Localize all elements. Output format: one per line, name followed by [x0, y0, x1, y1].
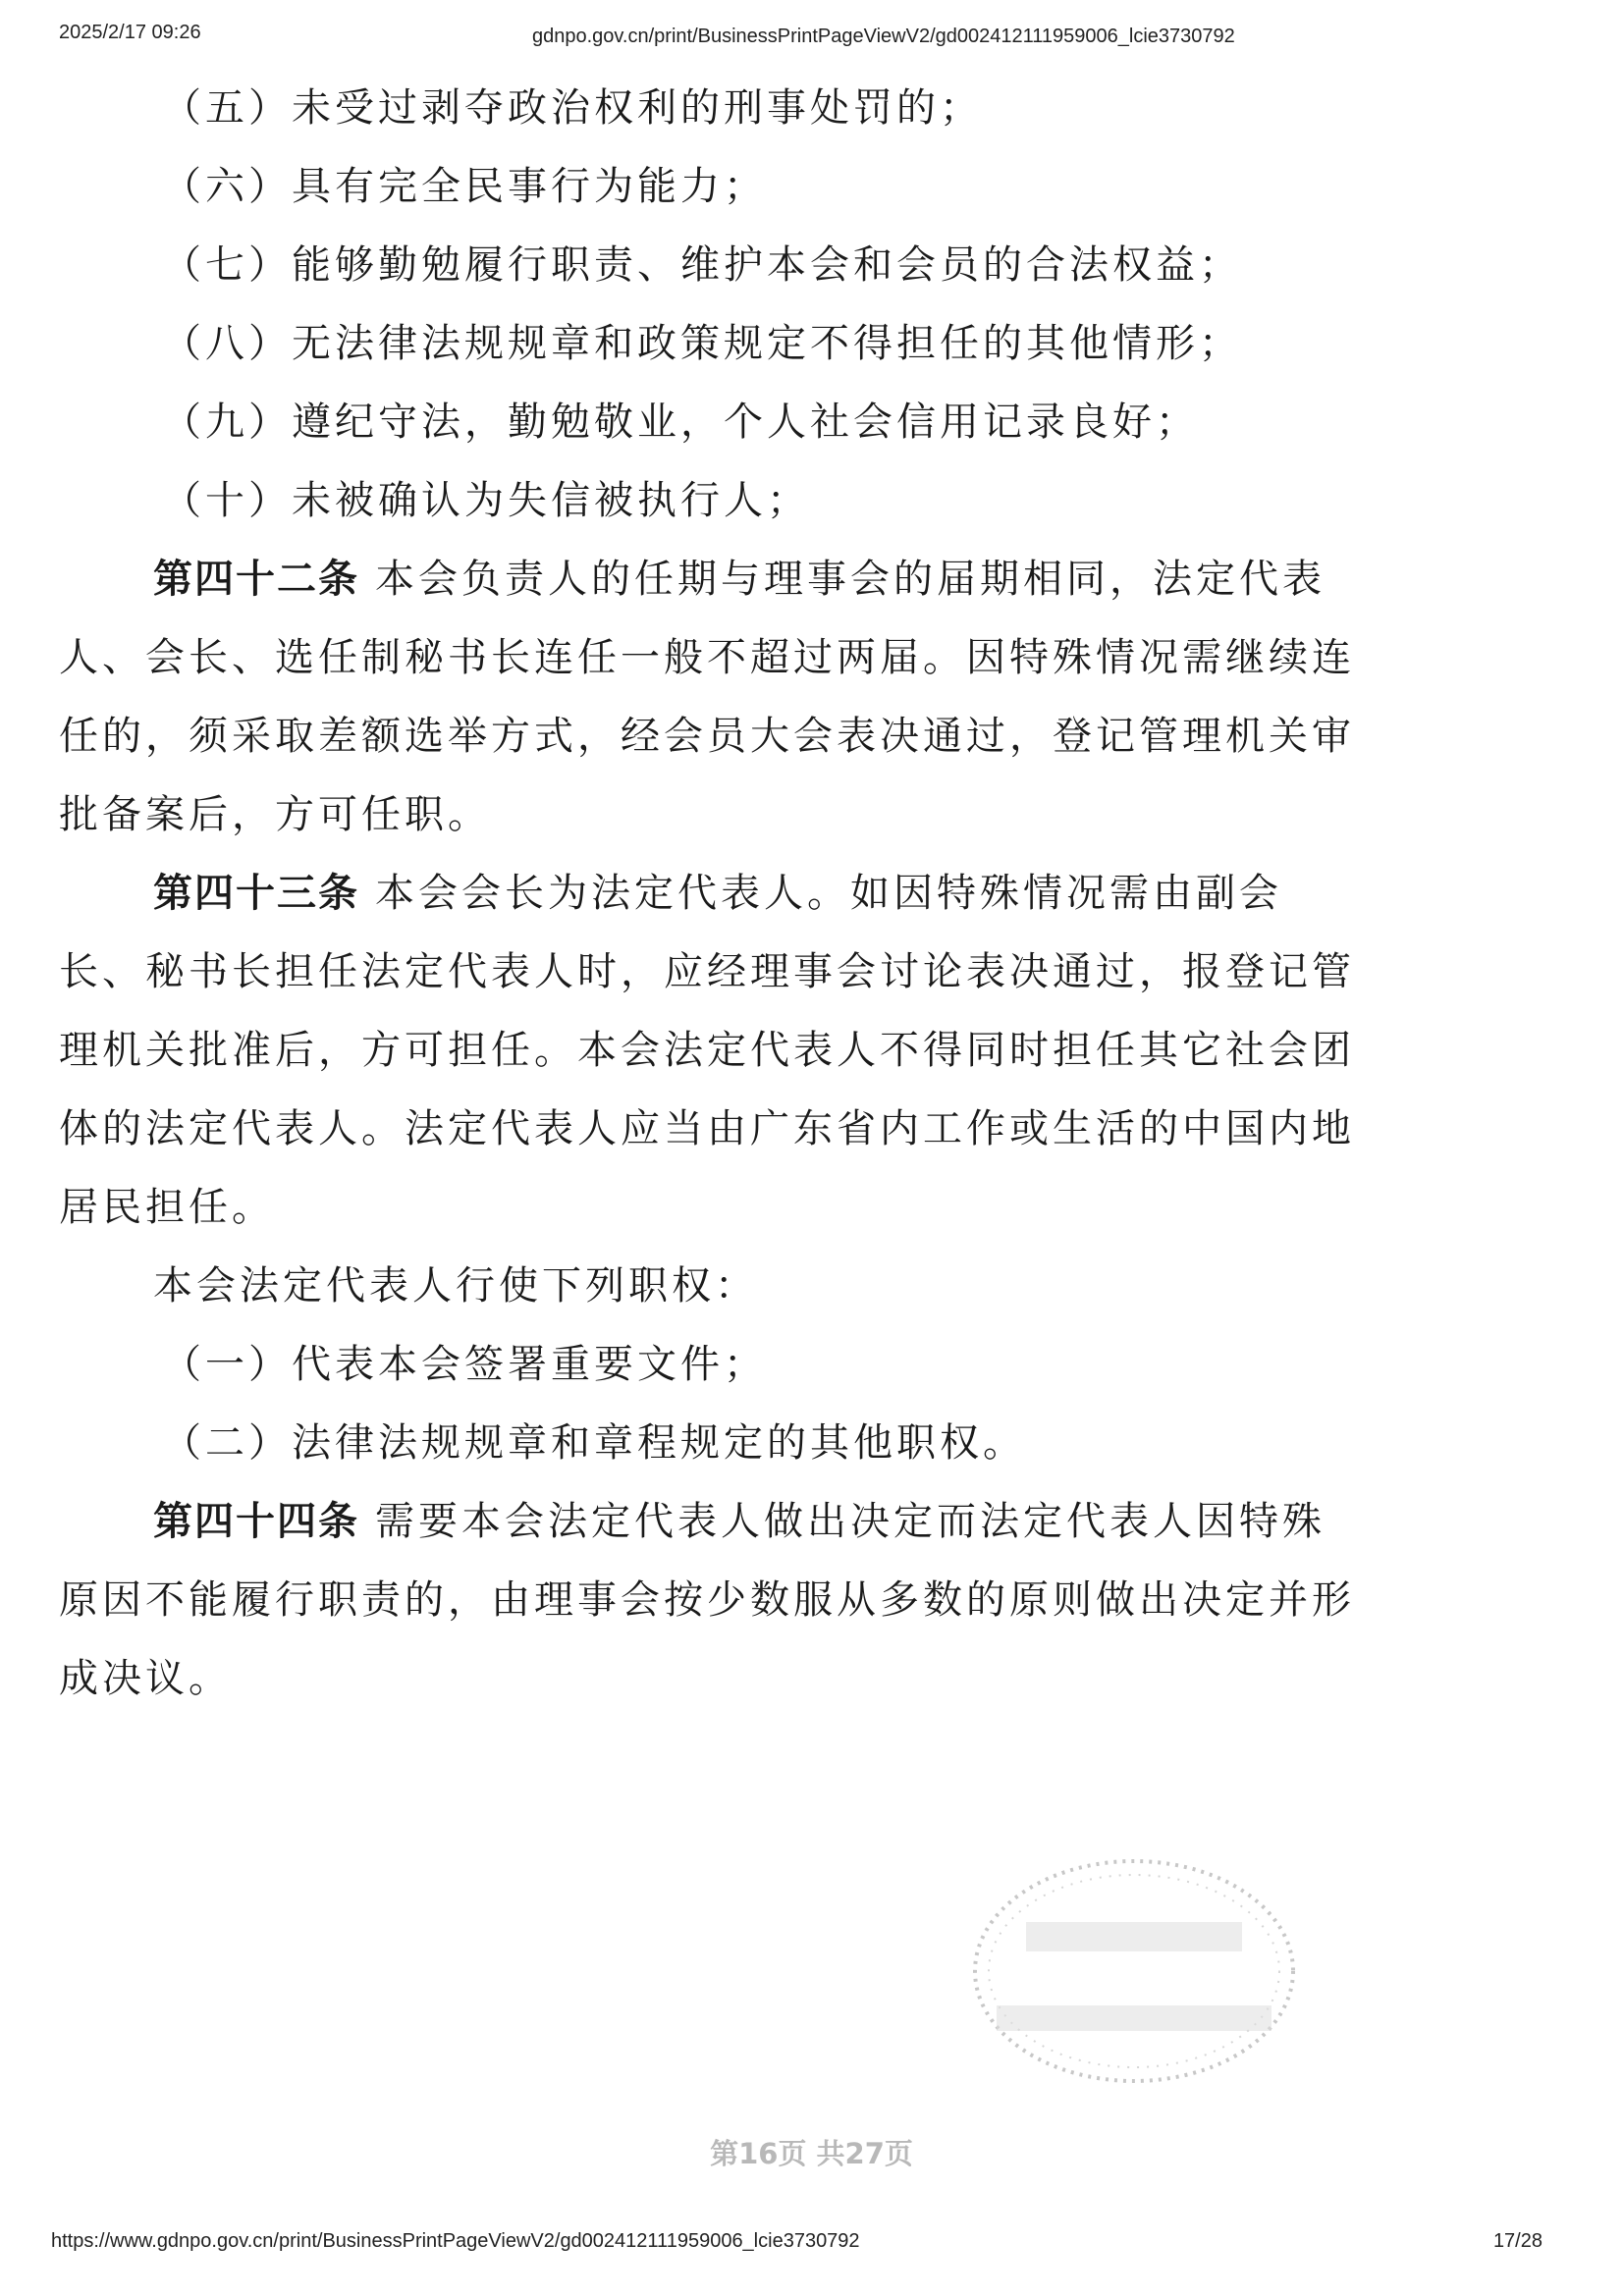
article-42-line: 批备案后，方可任职。 — [59, 792, 491, 837]
article-44-heading: 第四十四条 — [153, 1499, 359, 1544]
print-url: gdnpo.gov.cn/print/BusinessPrintPageViewV2/gd002412111959006_lcie3730792 — [532, 26, 1235, 47]
article-42-line — [59, 540, 1375, 618]
article-44-line: 成决议。 — [59, 1656, 232, 1701]
article-43-text: 本会会长为法定代表人。如因特殊情况需由副会 — [375, 871, 1282, 916]
article-42-line: 任的，须采取差额选举方式，经会员大会表决通过，登记管理机关审 — [59, 714, 1355, 759]
print-header — [59, 22, 1564, 51]
list-item: （九）遵纪守法，勤勉敬业，个人社会信用记录良好； — [162, 400, 1199, 445]
list-item: （八）无法律法规规章和政策规定不得担任的其他情形； — [162, 321, 1242, 366]
list-item: （十）未被确认为失信被执行人； — [162, 478, 810, 523]
powers-intro: 本会法定代表人行使下列职权： — [153, 1263, 758, 1308]
list-item: （六）具有完全民事行为能力； — [162, 164, 767, 209]
article-44-line: 原因不能履行职责的，由理事会按少数服从多数的原则做出决定并形 — [59, 1577, 1355, 1623]
list-item: （五）未受过剥夺政治权利的刑事处罚的； — [162, 85, 983, 131]
seal-stamp-icon — [967, 1853, 1301, 2089]
list-item: （一）代表本会签署重要文件； — [162, 1342, 767, 1387]
print-timestamp: 2025/2/17 09:26 — [59, 22, 201, 43]
list-item: （七）能够勤勉履行职责、维护本会和会员的合法权益； — [162, 242, 1242, 288]
article-42-heading: 第四十二条 — [153, 557, 359, 602]
article-43-heading: 第四十三条 — [153, 871, 359, 916]
article-43-line: 理机关批准后，方可担任。本会法定代表人不得同时担任其它社会团 — [59, 1028, 1355, 1073]
document-body — [59, 69, 1375, 1718]
page-counter: 第16页 共27页 — [710, 2137, 913, 2170]
article-43-line — [59, 854, 1375, 933]
footer-page-number: 17/28 — [1492, 2230, 1542, 2252]
article-42-text: 本会负责人的任期与理事会的届期相同，法定代表 — [375, 557, 1325, 602]
article-43-line: 体的法定代表人。法定代表人应当由广东省内工作或生活的中国内地 — [59, 1106, 1355, 1151]
list-item: （二）法律法规规章和章程规定的其他职权。 — [162, 1420, 1026, 1466]
article-44-text: 需要本会法定代表人做出决定而法定代表人因特殊 — [375, 1499, 1325, 1544]
article-43-line: 长、秘书长担任法定代表人时，应经理事会讨论表决通过，报登记管 — [59, 949, 1355, 994]
article-43-line: 居民担任。 — [59, 1185, 275, 1230]
article-44-line — [59, 1482, 1375, 1561]
footer-url: https://www.gdnpo.gov.cn/print/BusinessPrintPageViewV2/gd002412111959006_lcie3730792 — [51, 2230, 860, 2252]
article-42-line: 人、会长、选任制秘书长连任一般不超过两届。因特殊情况需继续连 — [59, 635, 1355, 680]
